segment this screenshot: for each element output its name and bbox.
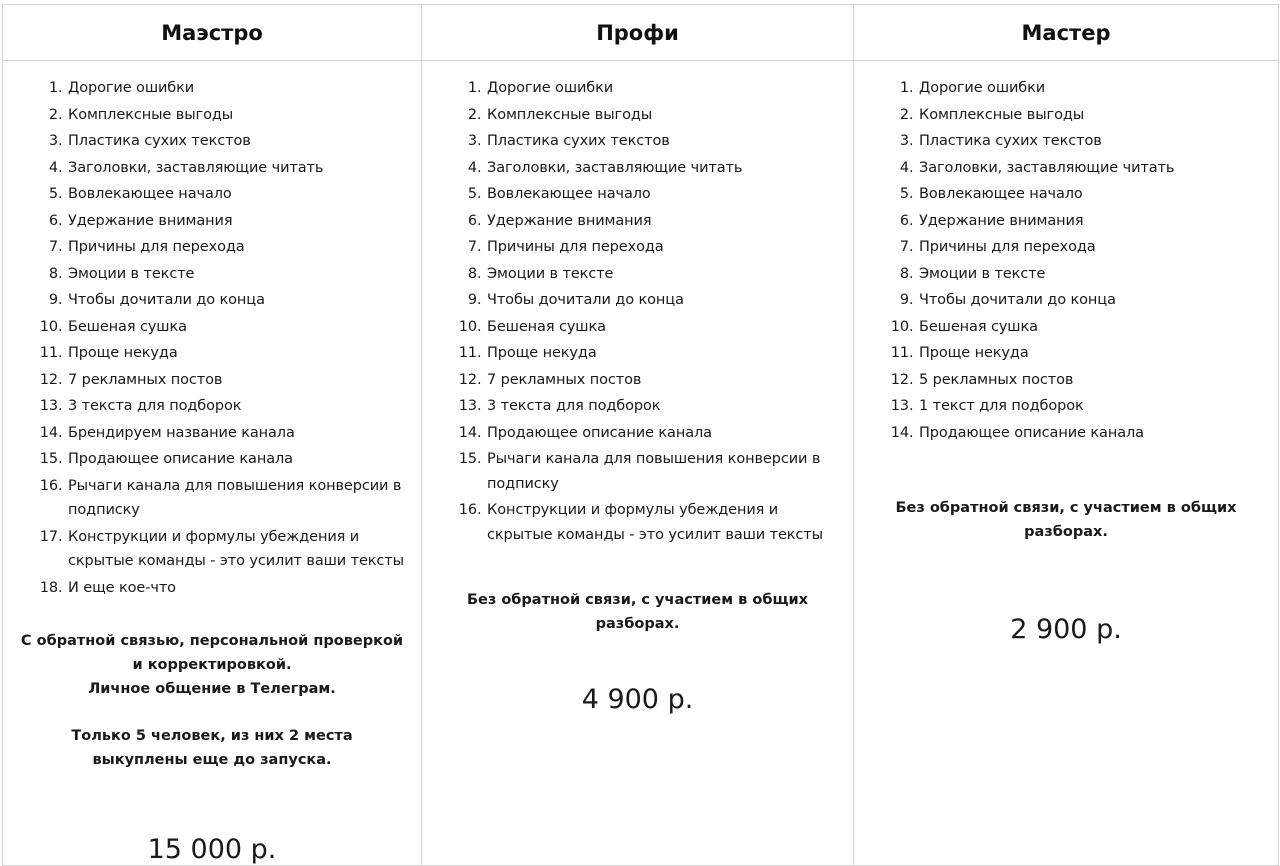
- plan-column-profi: [422, 61, 854, 866]
- feature-item: 7. Причины для перехода: [67, 234, 411, 261]
- feature-list: [854, 75, 1278, 446]
- plan-title-maestro: Маэстро: [3, 5, 422, 61]
- feature-item: 4. Заголовки, заставляющие читать: [486, 155, 843, 182]
- feature-item: 3. Пластика сухих текстов: [918, 128, 1268, 155]
- feature-item: 9. Чтобы дочитали до конца: [67, 287, 411, 314]
- pricing-table: [2, 4, 1279, 866]
- feature-item: 16. Конструкции и формулы убеждения и скрытые команды - это усилит ваши тексты: [486, 497, 843, 548]
- feature-item: 1. Дорогие ошибки: [918, 75, 1268, 102]
- feature-item: 5. Вовлекающее начало: [918, 181, 1268, 208]
- feature-item: 11. Проще некуда: [918, 340, 1268, 367]
- feature-list: [3, 75, 421, 601]
- feature-item: 13. 3 текста для подборок: [67, 393, 411, 420]
- feature-item: 6. Удержание внимания: [486, 208, 843, 235]
- plan-note: [15, 629, 409, 772]
- feature-item: 13. 1 текст для подборок: [918, 393, 1268, 420]
- feature-item: 14. Продающее описание канала: [918, 420, 1268, 447]
- feature-item: 15. Рычаги канала для повышения конверсии в подписку: [486, 446, 843, 497]
- feature-item: 6. Удержание внимания: [918, 208, 1268, 235]
- plan-column-master: [854, 61, 1279, 866]
- feature-list: [422, 75, 853, 548]
- feature-item: 1. Дорогие ошибки: [67, 75, 411, 102]
- feature-item: 17. Конструкции и формулы убеждения и скрытые команды - это усилит ваши тексты: [67, 524, 411, 575]
- plan-price: 2 900 р.: [1010, 614, 1122, 645]
- note-line: С обратной связью, персональной проверкой и корректировкой.: [20, 633, 404, 673]
- feature-item: 4. Заголовки, заставляющие читать: [67, 155, 411, 182]
- feature-item: 11. Проще некуда: [486, 340, 843, 367]
- plan-title-profi: Профи: [422, 5, 854, 61]
- feature-item: 11. Проще некуда: [67, 340, 411, 367]
- feature-item: 2. Комплексные выгоды: [918, 102, 1268, 129]
- feature-item: 12. 7 рекламных постов: [67, 367, 411, 394]
- plan-price: 15 000 р.: [147, 834, 277, 865]
- feature-item: 10. Бешеная сушка: [486, 314, 843, 341]
- feature-item: 7. Причины для перехода: [486, 234, 843, 261]
- feature-item: 12. 5 рекламных постов: [918, 367, 1268, 394]
- feature-item: 8. Эмоции в тексте: [918, 261, 1268, 288]
- feature-item: 14. Брендируем название канала: [67, 420, 411, 447]
- feature-item: 2. Комплексные выгоды: [67, 102, 411, 129]
- feature-item: 10. Бешеная сушка: [67, 314, 411, 341]
- plan-note: Без обратной связи, с участием в общих разборах.: [466, 592, 808, 632]
- feature-item: 5. Вовлекающее начало: [486, 181, 843, 208]
- feature-item: 18. И еще кое-что: [67, 575, 411, 602]
- feature-item: 9. Чтобы дочитали до конца: [486, 287, 843, 314]
- feature-item: 3. Пластика сухих текстов: [67, 128, 411, 155]
- plan-column-maestro: [3, 61, 422, 866]
- feature-item: 8. Эмоции в тексте: [486, 261, 843, 288]
- plan-note: Без обратной связи, с участием в общих разборах.: [895, 500, 1237, 540]
- note-line: Только 5 человек, из них 2 места выкуплены еще до запуска.: [71, 728, 353, 768]
- feature-item: 8. Эмоции в тексте: [67, 261, 411, 288]
- feature-item: 12. 7 рекламных постов: [486, 367, 843, 394]
- feature-item: 7. Причины для перехода: [918, 234, 1268, 261]
- feature-item: 14. Продающее описание канала: [486, 420, 843, 447]
- feature-item: 6. Удержание внимания: [67, 208, 411, 235]
- plan-title-master: Мастер: [854, 5, 1279, 61]
- feature-item: 15. Продающее описание канала: [67, 446, 411, 473]
- feature-item: 13. 3 текста для подборок: [486, 393, 843, 420]
- feature-item: 16. Рычаги канала для повышения конверсии в подписку: [67, 473, 411, 524]
- note-line: Личное общение в Телеграм.: [88, 681, 336, 697]
- feature-item: 2. Комплексные выгоды: [486, 102, 843, 129]
- feature-item: 5. Вовлекающее начало: [67, 181, 411, 208]
- feature-item: 9. Чтобы дочитали до конца: [918, 287, 1268, 314]
- feature-item: 4. Заголовки, заставляющие читать: [918, 155, 1268, 182]
- feature-item: 10. Бешеная сушка: [918, 314, 1268, 341]
- plan-price: 4 900 р.: [581, 684, 694, 715]
- feature-item: 1. Дорогие ошибки: [486, 75, 843, 102]
- feature-item: 3. Пластика сухих текстов: [486, 128, 843, 155]
